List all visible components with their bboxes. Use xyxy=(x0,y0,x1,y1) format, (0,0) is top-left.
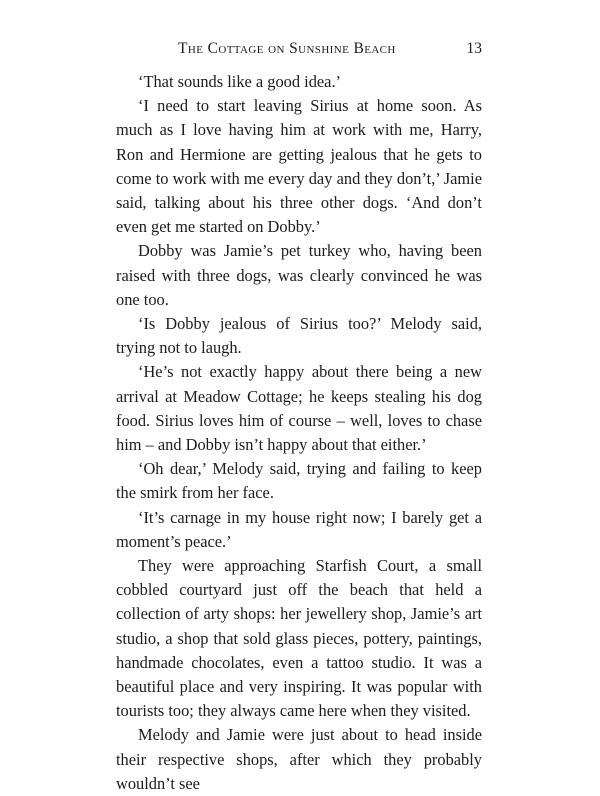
book-title: The Cottage on Sunshine Beach xyxy=(178,40,396,57)
body-text xyxy=(116,70,482,796)
paragraph: ‘That sounds like a good idea.’ xyxy=(138,72,342,91)
paragraph: ‘I need to start leaving Sirius at home soon. As much as I love having him at work with me, Harry, Ron and Hermione are getting jealous that he gets to come to work with me every day and they don’t,’ Jamie said, talking about his three other dogs. ‘And don’t even get me started on Dobby.’ xyxy=(116,96,482,237)
paragraph: ‘It’s carnage in my house right now; I barely get a moment’s peace.’ xyxy=(116,507,482,551)
paragraph: Dobby was Jamie’s pet turkey who, having been raised with three dogs, was clearly convinced he was one too. xyxy=(116,241,482,309)
running-header xyxy=(116,40,482,62)
paragraph: ‘Is Dobby jealous of Sirius too?’ Melody said, trying not to laugh. xyxy=(116,314,482,358)
paragraph: ‘Oh dear,’ Melody said, trying and failing to keep the smirk from her face. xyxy=(116,459,482,503)
paragraph: They were approaching Starfish Court, a small cobbled courtyard just off the beach that held a collection of arty shops: her jewellery shop, Jamie’s art studio, a shop that sold glass pieces, pottery, paintings, handmade chocolates, even a tattoo studio. It was a beautiful place and very inspiring. It was popular with tourists too; they always came here when they visited. xyxy=(116,556,482,721)
page-number: 13 xyxy=(466,40,482,57)
paragraph: ‘He’s not exactly happy about there being a new arrival at Meadow Cottage; he keeps stealing his dog food. Sirius loves him of course – well, loves to chase him – and Dobby isn’t happy about that either.’ xyxy=(116,362,482,455)
paragraph: Melody and Jamie were just about to head inside their respective shops, after which they probably wouldn’t see xyxy=(116,725,482,793)
